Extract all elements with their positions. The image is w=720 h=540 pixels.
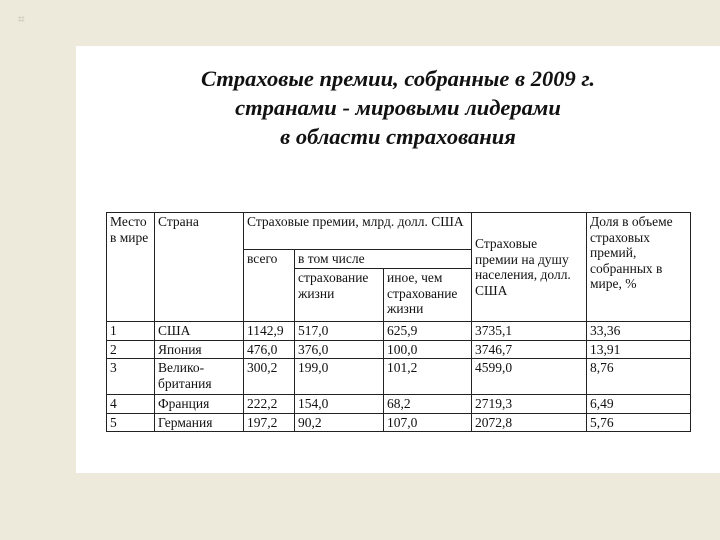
cell-life: 90,2 [295, 413, 384, 432]
header-per-capita: Страховые премии на душу населения, долл. США [472, 213, 587, 322]
cell-share: 33,36 [587, 322, 691, 341]
cell-nonlife: 100,0 [384, 340, 472, 359]
cell-nonlife: 68,2 [384, 395, 472, 414]
cell-country: Франция [155, 395, 244, 414]
cell-share: 8,76 [587, 359, 691, 395]
header-total: всего [244, 250, 295, 322]
cell-rank: 4 [107, 395, 155, 414]
cell-per-capita: 4599,0 [472, 359, 587, 395]
cell-per-capita: 3735,1 [472, 322, 587, 341]
slide [76, 46, 720, 473]
cell-rank: 5 [107, 413, 155, 432]
cell-share: 13,91 [587, 340, 691, 359]
cell-country: Германия [155, 413, 244, 432]
cell-rank: 3 [107, 359, 155, 395]
cell-life: 376,0 [295, 340, 384, 359]
page-title [76, 64, 720, 151]
insurance-premiums-table [106, 212, 691, 432]
header-country: Страна [155, 213, 244, 322]
corner-mark-icon: ⌗ [18, 12, 25, 26]
title-line-2: странами - мировыми лидерами [235, 95, 561, 120]
header-life: страхование жизни [295, 269, 384, 322]
cell-per-capita: 2072,8 [472, 413, 587, 432]
table-row [107, 395, 691, 414]
table-row [107, 340, 691, 359]
cell-per-capita: 3746,7 [472, 340, 587, 359]
table-row [107, 413, 691, 432]
title-line-3: в области страхования [280, 124, 516, 149]
cell-total: 197,2 [244, 413, 295, 432]
cell-share: 6,49 [587, 395, 691, 414]
cell-nonlife: 101,2 [384, 359, 472, 395]
table-row [107, 322, 691, 341]
cell-total: 222,2 [244, 395, 295, 414]
cell-rank: 1 [107, 322, 155, 341]
header-including: в том числе [295, 250, 472, 269]
cell-country: США [155, 322, 244, 341]
cell-total: 300,2 [244, 359, 295, 395]
cell-total: 1142,9 [244, 322, 295, 341]
header-share: Доля в объеме страховых премий, собранных в мире, % [587, 213, 691, 322]
cell-life: 517,0 [295, 322, 384, 341]
cell-country: Япония [155, 340, 244, 359]
cell-rank: 2 [107, 340, 155, 359]
cell-nonlife: 107,0 [384, 413, 472, 432]
cell-life: 154,0 [295, 395, 384, 414]
cell-nonlife: 625,9 [384, 322, 472, 341]
cell-country: Велико-британия [155, 359, 244, 395]
header-premiums-group: Страховые премии, млрд. долл. США [244, 213, 472, 250]
header-rank: Место в мире [107, 213, 155, 322]
cell-per-capita: 2719,3 [472, 395, 587, 414]
cell-total: 476,0 [244, 340, 295, 359]
cell-share: 5,76 [587, 413, 691, 432]
header-nonlife: иное, чем страхование жизни [384, 269, 472, 322]
title-line-1: Страховые премии, собранные в 2009 г. [201, 66, 595, 91]
cell-life: 199,0 [295, 359, 384, 395]
table-row [107, 359, 691, 395]
